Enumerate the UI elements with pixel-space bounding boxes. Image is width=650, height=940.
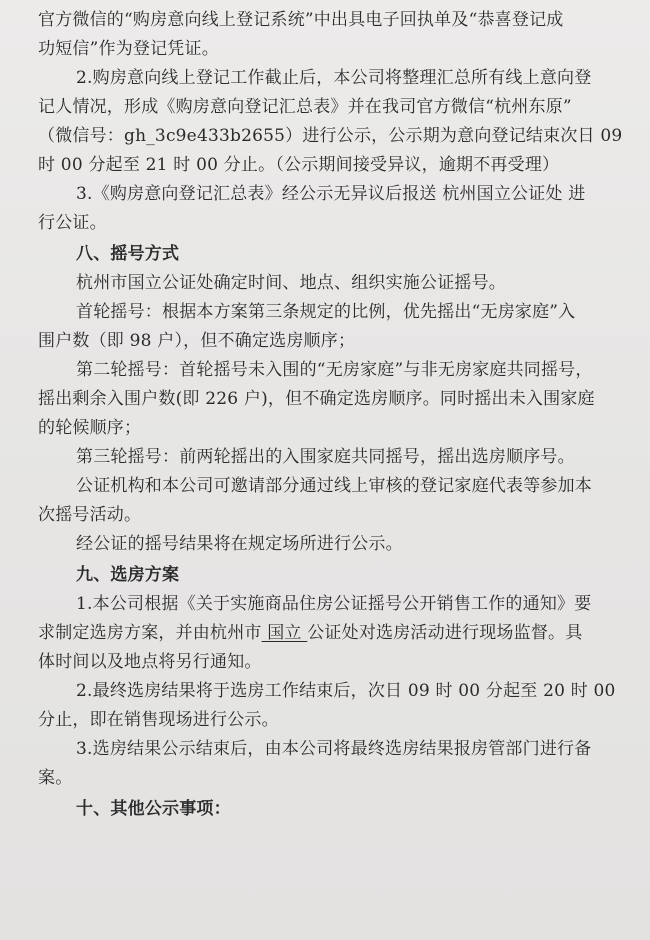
- text-line: 官方微信的“购房意向线上登记系统”中出具电子回执单及“恭喜登记成: [38, 10, 564, 30]
- section-heading: 十、其他公示事项：: [76, 799, 231, 819]
- paragraph-line: 第二轮摇号：首轮摇号未入围的“无房家庭”与非无房家庭共同摇号，: [76, 360, 593, 380]
- text-line: 记人情况，形成《购房意向登记汇总表》并在我司官方微信“杭州东原”: [38, 97, 572, 117]
- text-line: 时 00 分起至 21 时 00 分止。（公示期间接受异议，逾期不再受理）: [38, 155, 560, 175]
- text-line: 摇出剩余入围户数(即 226 户)，但不确定选房顺序。同时摇出未入围家庭: [38, 389, 595, 409]
- text-line: 次摇号活动。: [38, 505, 142, 525]
- paragraph-line: 2.购房意向线上登记工作截止后，本公司将整理汇总所有线上意向登: [76, 68, 592, 88]
- paragraph-line: 首轮摇号：根据本方案第三条规定的比例，优先摇出“无房家庭”入: [76, 302, 576, 322]
- paragraph-line: 经公证的摇号结果将在规定场所进行公示。: [76, 534, 403, 554]
- text-line: 案。: [38, 768, 73, 788]
- paragraph-line: 第三轮摇号：前两轮摇出的入围家庭共同摇号，摇出选房顺序号。: [76, 447, 575, 467]
- section-heading: 九、选房方案: [76, 565, 180, 585]
- paragraph-line: 杭州市国立公证处确定时间、地点、组织实施公证摇号。: [76, 273, 506, 293]
- text-line: 功短信”作为登记凭证。: [38, 39, 219, 59]
- filled-blank: 国立: [261, 623, 308, 643]
- paragraph-line: 3.选房结果公示结束后，由本公司将最终选房结果报房管部门进行备: [76, 739, 592, 759]
- text-line: 行公证。: [38, 213, 107, 233]
- paragraph-line: 公证机构和本公司可邀请部分通过线上审核的登记家庭代表等参加本: [76, 476, 592, 496]
- text-line: 围户数（即 98 户），但不确定选房顺序；: [38, 331, 356, 351]
- paragraph-line: 2.最终选房结果将于选房工作结束后，次日 09 时 00 分起至 20 时 00: [76, 681, 616, 701]
- paragraph-line: 1.本公司根据《关于实施商品住房公证摇号公开销售工作的通知》要: [76, 594, 592, 614]
- text-line: 体时间以及地点将另行通知。: [38, 652, 262, 672]
- text-line: 分止，即在销售现场进行公示。: [38, 710, 279, 730]
- section-heading: 八、摇号方式: [76, 244, 180, 264]
- text-line-with-blank: [38, 619, 630, 648]
- text-segment: 公证处对选房活动进行现场监督。具: [307, 623, 583, 643]
- paragraph-line: 3.《购房意向登记汇总表》经公示无异议后报送 杭州国立公证处 进: [76, 184, 586, 204]
- text-line: （微信号：gh_3c9e433b2655）进行公示，公示期为意向登记结束次日 09: [38, 126, 623, 146]
- text-line: 的轮候顺序；: [38, 418, 142, 438]
- text-segment: 求制定选房方案，并由杭州市: [38, 623, 262, 643]
